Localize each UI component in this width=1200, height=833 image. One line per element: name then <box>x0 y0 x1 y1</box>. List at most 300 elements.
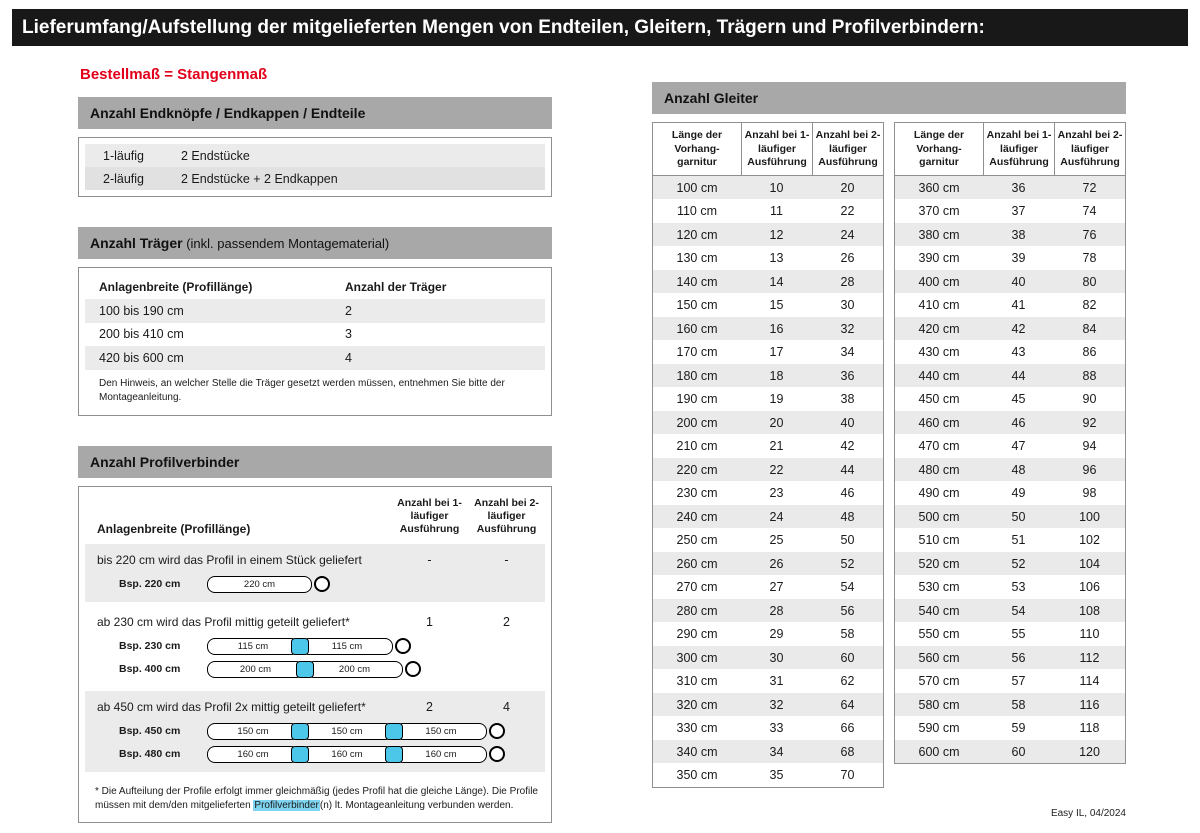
table-row <box>653 270 883 294</box>
profile-segment: 150 cm <box>395 723 487 740</box>
rule-row <box>85 612 545 632</box>
table-row <box>653 199 883 223</box>
length-cell: 110 cm <box>676 204 718 219</box>
table-row <box>895 669 1125 693</box>
count-2l-cell: 68 <box>840 744 855 759</box>
count-2l-cell: 118 <box>1079 721 1100 736</box>
footnote-text: * Die Aufteilung der Profile erfolgt immer gleichmäßig (jedes Profil hat die gleiche Länge). Die Profile müssen mit dem/den mitgelieferten <box>95 785 538 812</box>
count-1l-cell: 34 <box>769 744 784 759</box>
count-1l-cell: 33 <box>769 721 784 736</box>
count-1l-cell: 60 <box>1011 744 1026 759</box>
count-1l-cell: 30 <box>769 650 784 665</box>
table-row <box>895 693 1125 717</box>
rule-row <box>85 550 545 570</box>
count-1l-cell: 45 <box>1011 392 1026 407</box>
endteile-table-body <box>85 144 545 190</box>
table-row <box>653 317 883 341</box>
length-cell: 600 cm <box>918 744 960 759</box>
count-1l-cell: 10 <box>769 180 784 195</box>
example-row <box>85 638 545 655</box>
count-2l-cell: 72 <box>1082 180 1097 195</box>
table-row <box>653 505 883 529</box>
rule-row <box>85 697 545 717</box>
endparts-cell: 2 Endstücke + 2 Endkappen <box>181 171 338 186</box>
bracket-count-cell: 3 <box>345 327 352 342</box>
count-2l-cell: 56 <box>840 603 855 618</box>
table-row <box>85 167 545 190</box>
example-label: Bsp. 220 cm <box>119 578 181 591</box>
table-row <box>653 340 883 364</box>
length-cell: 200 cm <box>676 415 718 430</box>
table-row <box>653 622 883 646</box>
end-knob-icon <box>489 723 505 739</box>
profile-diagram <box>207 661 421 678</box>
length-column-header: Länge der Vorhang- garnitur <box>913 129 965 169</box>
count-1l-cell: 53 <box>1011 580 1026 595</box>
length-cell: 170 cm <box>676 345 718 360</box>
count-1l-cell: 47 <box>1011 439 1026 454</box>
length-cell: 460 cm <box>918 415 960 430</box>
count-1l-cell: 55 <box>1011 627 1026 642</box>
example-label: Bsp. 400 cm <box>119 663 181 676</box>
length-cell: 500 cm <box>918 509 960 524</box>
table-row <box>653 763 883 787</box>
profile-segment: 160 cm <box>395 746 487 763</box>
rule-text: bis 220 cm wird das Profil in einem Stück geliefert <box>97 552 362 567</box>
length-cell: 570 cm <box>918 674 960 689</box>
count-2l-cell: 42 <box>840 439 855 454</box>
gleiter-table-header <box>895 123 1125 176</box>
profilverbinder-footnote <box>85 776 545 816</box>
length-cell: 220 cm <box>676 462 718 477</box>
count-2l-cell: 82 <box>1082 298 1097 313</box>
length-cell: 550 cm <box>918 627 960 642</box>
count-2l-cell: 70 <box>840 768 855 783</box>
count-1l-cell: 22 <box>769 462 784 477</box>
table-row <box>895 387 1125 411</box>
bracket-count-cell: 2 <box>345 303 352 318</box>
count-1l-cell: 12 <box>769 227 784 242</box>
table-row <box>895 740 1125 764</box>
section-header-endteile: Anzahl Endknöpfe / Endkappen / Endteile <box>78 97 552 129</box>
table-row <box>895 223 1125 247</box>
col-header-1-laeufig: Anzahl bei 1-läufiger Ausführung <box>397 496 462 535</box>
count-1l-cell: 31 <box>769 674 784 689</box>
count-2l-cell: 102 <box>1079 533 1100 548</box>
count-1l-cell: 50 <box>1011 509 1026 524</box>
example-label: Bsp. 480 cm <box>119 748 181 761</box>
length-cell: 400 cm <box>918 274 960 289</box>
profile-segment: 200 cm <box>306 661 403 678</box>
count-2l-cell: 52 <box>840 556 855 571</box>
count-2l-cell: 78 <box>1082 251 1097 266</box>
table-row <box>895 317 1125 341</box>
count-2l-cell: 44 <box>840 462 855 477</box>
count-column-header: Anzahl der Träger <box>345 279 447 294</box>
count-1l-cell: 51 <box>1011 533 1026 548</box>
table-row <box>653 575 883 599</box>
length-cell: 260 cm <box>676 556 718 571</box>
rule-text: ab 230 cm wird das Profil mittig geteilt geliefert* <box>97 614 350 629</box>
count-1l-cell: 40 <box>1011 274 1026 289</box>
example-row <box>85 576 545 593</box>
profile-segment: 150 cm <box>207 723 299 740</box>
table-row <box>895 716 1125 740</box>
profile-diagram <box>207 576 330 593</box>
length-cell: 510 cm <box>918 533 960 548</box>
count-1l-cell: 17 <box>769 345 784 360</box>
bracket-count-cell: 4 <box>345 350 352 365</box>
length-cell: 100 cm <box>676 180 718 195</box>
length-cell: 140 cm <box>676 274 718 289</box>
count-1l-cell: 13 <box>769 251 784 266</box>
end-knob-icon <box>395 638 411 654</box>
count-2l-cell: 106 <box>1079 580 1100 595</box>
profile-connector-icon <box>291 638 309 655</box>
count-1l-cell: 25 <box>769 533 784 548</box>
count-2l-cell: 54 <box>840 580 855 595</box>
count-1l-cell: 16 <box>769 321 784 336</box>
profile-diagram <box>207 723 505 740</box>
count-2l-cell: 94 <box>1082 439 1097 454</box>
count-2l-cell: 110 <box>1079 627 1100 642</box>
length-cell: 450 cm <box>918 392 960 407</box>
count-2l-cell: 30 <box>840 298 855 313</box>
table-row <box>895 646 1125 670</box>
table-row <box>895 575 1125 599</box>
length-cell: 430 cm <box>918 345 960 360</box>
order-size-note: Bestellmaß = Stangenmaß <box>80 66 268 83</box>
length-cell: 530 cm <box>918 580 960 595</box>
length-cell: 250 cm <box>676 533 718 548</box>
gleiter-table-body <box>653 176 883 787</box>
table-row <box>895 458 1125 482</box>
table-row <box>653 646 883 670</box>
end-knob-icon <box>314 576 330 592</box>
count-1l-cell: 56 <box>1011 650 1026 665</box>
count-2l-cell: 114 <box>1079 674 1100 689</box>
table-row <box>653 458 883 482</box>
count-2l-cell: 66 <box>840 721 855 736</box>
length-cell: 160 cm <box>676 321 718 336</box>
count-1l-cell: 59 <box>1011 721 1026 736</box>
length-cell: 520 cm <box>918 556 960 571</box>
length-cell: 150 cm <box>676 298 718 313</box>
count-2l-cell: 38 <box>840 392 855 407</box>
count-2l-cell: 88 <box>1082 368 1097 383</box>
count-1l-cell: 46 <box>1011 415 1026 430</box>
count-2l-cell: 22 <box>840 204 855 219</box>
count-1l-cell: 26 <box>769 556 784 571</box>
table-row <box>895 340 1125 364</box>
table-row <box>653 716 883 740</box>
length-cell: 360 cm <box>918 180 960 195</box>
count-1l-cell: 39 <box>1011 251 1026 266</box>
table-row <box>653 552 883 576</box>
profile-connector-icon <box>291 746 309 763</box>
table-row <box>895 622 1125 646</box>
count-2l-cell: 36 <box>840 368 855 383</box>
count-1l-cell: 54 <box>1011 603 1026 618</box>
count-1l-cell: 19 <box>769 392 784 407</box>
end-knob-icon <box>405 661 421 677</box>
width-range-cell: 200 bis 410 cm <box>99 327 184 342</box>
table-row <box>653 669 883 693</box>
example-label: Bsp. 230 cm <box>119 640 181 653</box>
count-1l-cell: 52 <box>1011 556 1026 571</box>
section-title-bold: Anzahl Träger <box>90 235 183 251</box>
count-2l-cell: 34 <box>840 345 855 360</box>
page-title: Lieferumfang/Aufstellung der mitgelieferten Mengen von Endteilen, Gleitern, Trägern und Profilverbindern: <box>12 9 1188 46</box>
col-header-2-laeufig: Anzahl bei 2-läufiger Ausführung <box>474 496 539 535</box>
profile-diagram <box>207 746 505 763</box>
profile-connector-icon <box>385 746 403 763</box>
length-cell: 190 cm <box>676 392 718 407</box>
count-1l-cell: 44 <box>1011 368 1026 383</box>
length-cell: 310 cm <box>676 674 718 689</box>
value-2-laeufig: - <box>504 552 509 567</box>
length-cell: 320 cm <box>676 697 718 712</box>
width-column-header: Anlagenbreite (Profillänge) <box>99 279 253 294</box>
length-cell: 120 cm <box>676 227 718 242</box>
length-cell: 440 cm <box>918 368 960 383</box>
footnote-highlight: Profilverbinder <box>254 800 319 812</box>
width-column-header: Anlagenbreite (Profillänge) <box>97 521 251 536</box>
count-2l-cell: 104 <box>1079 556 1100 571</box>
traeger-table-body <box>85 299 545 370</box>
length-cell: 180 cm <box>676 368 718 383</box>
gleiter-table-right <box>894 122 1126 764</box>
traeger-table <box>78 267 552 416</box>
count-2l-cell: 60 <box>840 650 855 665</box>
count-1l-cell: 24 <box>769 509 784 524</box>
profile-rule-block-3 <box>85 691 545 772</box>
count-2l-cell: 120 <box>1079 744 1100 759</box>
count-2l-cell: 62 <box>840 674 855 689</box>
table-row <box>653 481 883 505</box>
table-row <box>653 293 883 317</box>
count-2l-cell: 74 <box>1082 204 1097 219</box>
table-row <box>895 481 1125 505</box>
count-1l-cell: 37 <box>1011 204 1026 219</box>
example-row <box>85 661 545 678</box>
length-cell: 410 cm <box>918 298 960 313</box>
table-row <box>895 246 1125 270</box>
count-2l-cell: 116 <box>1079 697 1100 712</box>
table-row <box>653 387 883 411</box>
count-1l-cell: 41 <box>1011 298 1026 313</box>
length-cell: 230 cm <box>676 486 718 501</box>
table-row <box>85 323 545 347</box>
table-row <box>895 599 1125 623</box>
table-row <box>653 434 883 458</box>
table-row <box>653 176 883 200</box>
length-cell: 420 cm <box>918 321 960 336</box>
count-1l-cell: 36 <box>1011 180 1026 195</box>
table-row <box>895 434 1125 458</box>
col-header-2-laeufig: Anzahl bei 2-läufiger Ausführung <box>812 123 883 175</box>
count-1l-cell: 14 <box>769 274 784 289</box>
value-1-laeufig: - <box>427 552 432 567</box>
example-row <box>85 723 545 740</box>
profile-diagram <box>207 638 411 655</box>
table-row <box>85 346 545 370</box>
count-2l-cell: 50 <box>840 533 855 548</box>
length-cell: 590 cm <box>918 721 960 736</box>
profilverbinder-table <box>78 486 552 823</box>
traeger-table-header <box>85 274 545 299</box>
profile-segment: 160 cm <box>301 746 393 763</box>
count-2l-cell: 108 <box>1079 603 1100 618</box>
count-1l-cell: 27 <box>769 580 784 595</box>
profile-segment: 150 cm <box>301 723 393 740</box>
count-1l-cell: 43 <box>1011 345 1026 360</box>
count-2l-cell: 98 <box>1082 486 1097 501</box>
table-row <box>653 411 883 435</box>
table-row <box>653 246 883 270</box>
length-cell: 290 cm <box>676 627 718 642</box>
profile-segment: 220 cm <box>207 576 312 593</box>
count-1l-cell: 57 <box>1011 674 1026 689</box>
section-header-profilverbinder: Anzahl Profilverbinder <box>78 446 552 478</box>
col-header-1-laeufig: Anzahl bei 1-läufiger Ausführung <box>741 123 812 175</box>
col-header-1-laeufig: Anzahl bei 1-läufiger Ausführung <box>983 123 1054 175</box>
table-row <box>895 505 1125 529</box>
count-2l-cell: 24 <box>840 227 855 242</box>
profile-rule-block-2 <box>85 606 545 687</box>
count-1l-cell: 23 <box>769 486 784 501</box>
length-cell: 330 cm <box>676 721 718 736</box>
count-2l-cell: 28 <box>840 274 855 289</box>
length-cell: 350 cm <box>676 768 718 783</box>
count-2l-cell: 58 <box>840 627 855 642</box>
right-column <box>652 82 1126 788</box>
profile-connector-icon <box>385 723 403 740</box>
length-cell: 380 cm <box>918 227 960 242</box>
count-2l-cell: 112 <box>1079 650 1100 665</box>
length-cell: 540 cm <box>918 603 960 618</box>
page-footer: Easy IL, 04/2024 <box>1050 808 1126 819</box>
profile-connector-icon <box>291 723 309 740</box>
gleiter-table-left <box>652 122 884 788</box>
length-cell: 280 cm <box>676 603 718 618</box>
length-cell: 270 cm <box>676 580 718 595</box>
count-2l-cell: 84 <box>1082 321 1097 336</box>
table-row <box>895 270 1125 294</box>
col-header-2-laeufig: Anzahl bei 2-läufiger Ausführung <box>1054 123 1125 175</box>
count-2l-cell: 40 <box>840 415 855 430</box>
table-row <box>653 223 883 247</box>
value-1-laeufig: 2 <box>426 699 433 714</box>
table-row <box>895 293 1125 317</box>
count-1l-cell: 18 <box>769 368 784 383</box>
count-1l-cell: 28 <box>769 603 784 618</box>
gleiter-tables <box>652 122 1126 788</box>
gleiter-table-body <box>895 176 1125 764</box>
count-2l-cell: 86 <box>1082 345 1097 360</box>
count-1l-cell: 49 <box>1011 486 1026 501</box>
count-1l-cell: 48 <box>1011 462 1026 477</box>
table-row <box>653 528 883 552</box>
count-1l-cell: 20 <box>769 415 784 430</box>
count-2l-cell: 26 <box>840 251 855 266</box>
length-cell: 480 cm <box>918 462 960 477</box>
width-range-cell: 100 bis 190 cm <box>99 303 184 318</box>
length-cell: 130 cm <box>676 251 718 266</box>
table-row <box>895 364 1125 388</box>
count-1l-cell: 15 <box>769 298 784 313</box>
table-row <box>85 299 545 323</box>
count-1l-cell: 21 <box>769 439 784 454</box>
table-row <box>653 364 883 388</box>
profilverbinder-table-header <box>85 493 545 544</box>
profile-segment: 160 cm <box>207 746 299 763</box>
count-1l-cell: 11 <box>770 204 783 219</box>
count-2l-cell: 90 <box>1082 392 1097 407</box>
profile-connector-icon <box>296 661 314 678</box>
length-cell: 240 cm <box>676 509 718 524</box>
end-knob-icon <box>489 746 505 762</box>
profile-rule-block-1 <box>85 544 545 602</box>
count-2l-cell: 32 <box>840 321 855 336</box>
table-row <box>895 411 1125 435</box>
length-cell: 470 cm <box>918 439 960 454</box>
section-header-gleiter: Anzahl Gleiter <box>652 82 1126 114</box>
count-1l-cell: 38 <box>1011 227 1026 242</box>
count-2l-cell: 80 <box>1082 274 1097 289</box>
count-1l-cell: 58 <box>1011 697 1026 712</box>
value-1-laeufig: 1 <box>426 614 433 629</box>
example-label: Bsp. 450 cm <box>119 725 181 738</box>
length-cell: 370 cm <box>918 204 960 219</box>
count-1l-cell: 35 <box>769 768 784 783</box>
length-column-header: Länge der Vorhang- garnitur <box>671 129 723 169</box>
rule-text: ab 450 cm wird das Profil 2x mittig geteilt geliefert* <box>97 699 366 714</box>
endparts-cell: 2 Endstücke <box>181 148 250 163</box>
run-type-cell: 1-läufig <box>103 148 144 163</box>
count-1l-cell: 32 <box>769 697 784 712</box>
count-1l-cell: 29 <box>769 627 784 642</box>
count-2l-cell: 100 <box>1079 509 1100 524</box>
length-cell: 490 cm <box>918 486 960 501</box>
table-row <box>653 740 883 764</box>
table-row <box>653 599 883 623</box>
profile-segment: 115 cm <box>301 638 393 655</box>
count-2l-cell: 46 <box>840 486 855 501</box>
endteile-table <box>78 137 552 197</box>
value-2-laeufig: 4 <box>503 699 510 714</box>
length-cell: 300 cm <box>676 650 718 665</box>
table-row <box>895 176 1125 200</box>
count-2l-cell: 76 <box>1082 227 1097 242</box>
table-row <box>895 199 1125 223</box>
table-row <box>895 528 1125 552</box>
table-row <box>653 693 883 717</box>
profile-segment: 200 cm <box>207 661 304 678</box>
traeger-note: Den Hinweis, an welcher Stelle die Träger gesetzt werden müssen, entnehmen Sie bitte der Montageanleitung. <box>99 377 505 403</box>
count-2l-cell: 64 <box>840 697 855 712</box>
length-cell: 340 cm <box>676 744 718 759</box>
table-row <box>85 144 545 167</box>
length-cell: 390 cm <box>918 251 960 266</box>
table-row <box>895 552 1125 576</box>
gleiter-table-header <box>653 123 883 176</box>
example-row <box>85 746 545 763</box>
section-title-rest: (inkl. passendem Montagematerial) <box>182 236 390 251</box>
profile-segment: 115 cm <box>207 638 299 655</box>
length-cell: 210 cm <box>676 439 718 454</box>
count-2l-cell: 20 <box>840 180 855 195</box>
